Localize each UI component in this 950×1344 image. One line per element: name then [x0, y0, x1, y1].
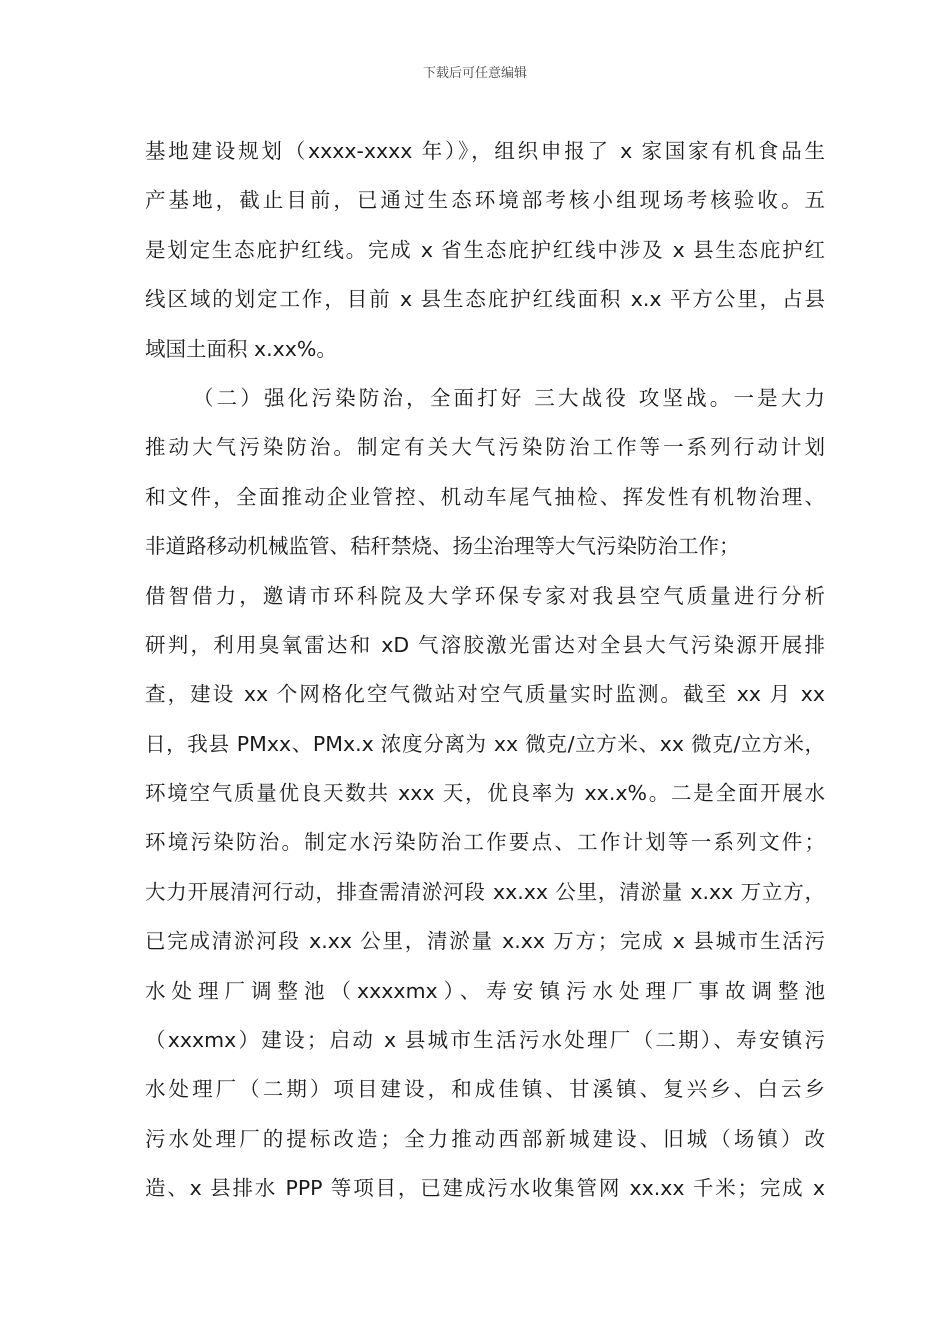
text-line: （xxxmx）建设；启动 x 县城市生活污水处理厂（二期）、寿安镇污	[145, 1028, 825, 1053]
text-line: 非道路移动机械监管、秸秆禁烧、扬尘治理等大气污染防治工作；	[145, 534, 740, 559]
text-line: 线区域的划定工作，目前 x 县生态庇护红线面积 x.x 平方公里，占县	[145, 287, 825, 312]
text-line: 借智借力，邀请市环科院及大学环保专家对我县空气质量进行分析	[145, 583, 825, 608]
text-line: 环境空气质量优良天数共 xxx 天，优良率为 xx.x%。二是全面开展水	[145, 781, 825, 806]
document-body	[145, 131, 825, 1218]
text-line: 研判，利用臭氧雷达和 xD 气溶胶激光雷达对全县大气污染源开展排	[145, 632, 825, 657]
text-line: 和文件，全面推动企业管控、机动车尾气抽检、挥发性有机物治理、	[145, 484, 825, 509]
text-line: 造、x 县排水 PPP 等项目，已建成污水收集管网 xx.xx 千米；完成 x	[145, 1176, 825, 1201]
text-line: 域国土面积 x.xx%。	[145, 336, 337, 361]
text-line: 已完成清淤河段 x.xx 公里，清淤量 x.xx 万方；完成 x 县城市生活污	[145, 929, 825, 954]
text-line: 产基地，截止目前，已通过生态环境部考核小组现场考核验收。五	[145, 188, 825, 213]
text-line: 日，我县 PMxx、PMx.x 浓度分离为 xx 微克/立方米、xx 微克/立方米，	[145, 731, 825, 756]
text-line: 水处理厂调整池（xxxxmx）、寿安镇污水处理厂事故调整池	[145, 978, 825, 1003]
text-line: 污水处理厂的提标改造；全力推动西部新城建设、旧城（场镇）改	[145, 1126, 825, 1151]
page-header: 下载后可任意编辑	[422, 66, 527, 81]
text-line: 环境污染防治。制定水污染防治工作要点、工作计划等一系列文件；	[145, 830, 825, 855]
text-line: 推动大气污染防治。制定有关大气污染防治工作等一系列行动计划	[145, 435, 825, 460]
paragraph-first-line: （二）强化污染防治，全面打好 三大战役 攻坚战。一是大力	[193, 385, 825, 410]
text-line: 大力开展清河行动，排查需清淤河段 xx.xx 公里，清淤量 x.xx 万立方，	[145, 879, 825, 904]
text-line: 是划定生态庇护红线。完成 x 省生态庇护红线中涉及 x 县生态庇护红	[145, 237, 825, 262]
text-line: 基地建设规划（xxxx-xxxx 年）》，组织申报了 x 家国家有机食品生	[145, 139, 825, 163]
text-line: 水处理厂（二期）项目建设，和成佳镇、甘溪镇、复兴乡、白云乡	[145, 1077, 825, 1102]
text-line: 查，建设 xx 个网格化空气微站对空气质量实时监测。截至 xx 月 xx	[145, 682, 825, 707]
